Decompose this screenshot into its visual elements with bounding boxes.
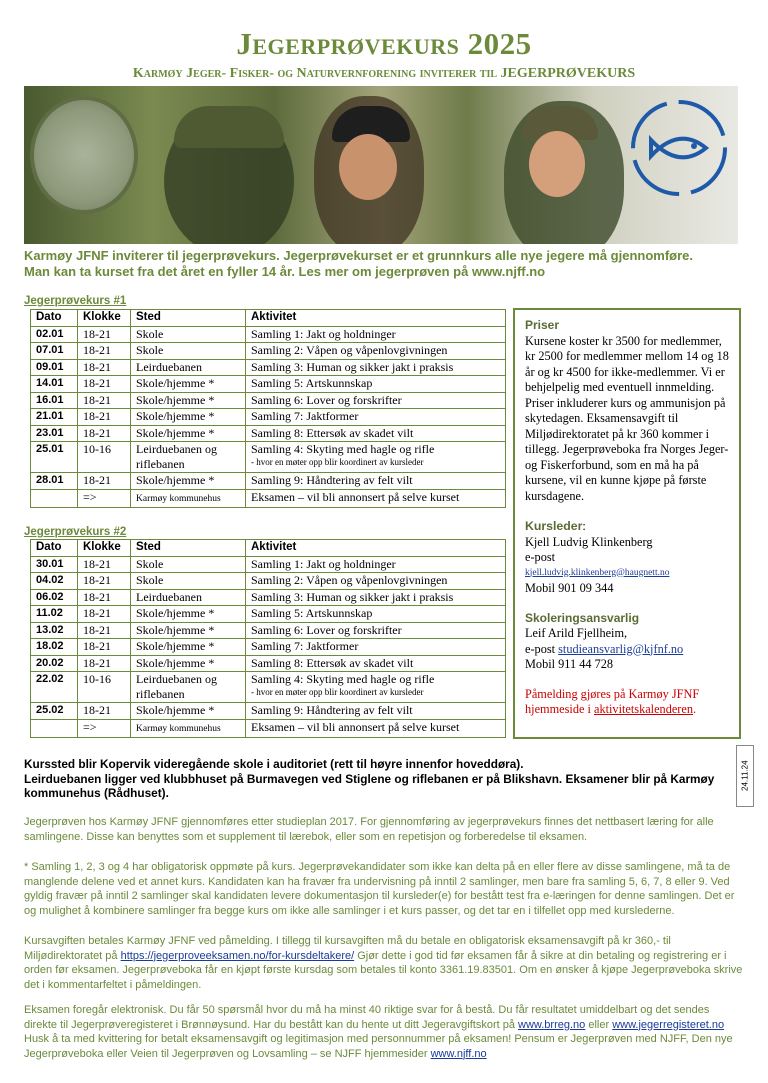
pamelding-text [525, 687, 729, 718]
header-dato: Dato [31, 540, 78, 557]
location-line-1: Kurssted blir Kopervik videregående skole i auditoriet (rett til høyre innenfor hoveddøra). [24, 757, 524, 771]
paragraph-kursavgift [24, 934, 744, 992]
kursleder-name: Kjell Ludvig Klinkenberg [525, 534, 653, 549]
brreg-link[interactable]: www.brreg.no [518, 1018, 586, 1031]
header-dato: Dato [31, 310, 78, 327]
cell-klokke: 18-21 [78, 622, 131, 639]
table-row [31, 442, 506, 473]
intro-line-2: Man kan ta kurset fra det året en fyller 14 år. Les mer om jegerprøven på www.njff.no [24, 264, 546, 279]
cell-dato: 06.02 [31, 589, 78, 606]
cell-aktivitet: Samling 5: Artskunnskap [246, 606, 506, 623]
cell-sted [131, 719, 246, 737]
table-row [31, 392, 506, 409]
sted-line-2: riflebanen [136, 457, 185, 471]
cell-sted: Skole [131, 343, 246, 360]
table-row [31, 425, 506, 442]
table-row [31, 556, 506, 573]
course-1-table [30, 309, 506, 508]
cell-sted: Skole [131, 573, 246, 590]
skole-name: Leif Arild Fjellheim, [525, 626, 628, 640]
cell-dato: 13.02 [31, 622, 78, 639]
cell-aktivitet [246, 442, 506, 473]
cell-sted: Skole/hjemme * [131, 473, 246, 490]
cell-dato: 20.02 [31, 655, 78, 672]
exam-location: Karmøy kommunehus [136, 493, 221, 504]
cell-dato: 04.02 [31, 573, 78, 590]
kursleder-email-link[interactable]: kjell.ludvig.klinkenberg@haugnett.no [525, 567, 670, 578]
cell-klokke: 18-21 [78, 376, 131, 393]
cell-klokke: 18-21 [78, 556, 131, 573]
cell-sted: Skole/hjemme * [131, 392, 246, 409]
cell-klokke: => [78, 489, 131, 507]
club-seal-logo [30, 96, 138, 214]
table-row [31, 409, 506, 426]
cell-aktivitet: Samling 5: Artskunnskap [246, 376, 506, 393]
aktivitetskalender-link[interactable]: aktivitetskalenderen [593, 702, 694, 716]
table-row-exam [31, 719, 506, 737]
aktivitet-note: - hvor en møter opp blir koordinert av kursleder [251, 457, 424, 467]
pamelding-end: . [693, 702, 697, 716]
table-header-row [31, 310, 506, 327]
cell-sted: Skole/hjemme * [131, 606, 246, 623]
aktivitet-text: Samling 4: Skyting med hagle og rifle [251, 442, 435, 456]
cell-aktivitet: Samling 6: Lover og forskrifter [246, 392, 506, 409]
cell-sted: Skole/hjemme * [131, 622, 246, 639]
cell-sted: Leirduebanen [131, 359, 246, 376]
cell-aktivitet: Samling 2: Våpen og våpenlovgivningen [246, 573, 506, 590]
skoleringsansvarlig-heading: Skoleringsansvarlig [525, 610, 640, 625]
intro-text [24, 248, 744, 280]
table-row [31, 376, 506, 393]
cell-klokke: 18-21 [78, 639, 131, 656]
header-sted: Sted [131, 540, 246, 557]
table-row [31, 359, 506, 376]
table-row [31, 573, 506, 590]
location-line-2: Leirduebanen ligger ved klubbhuset på Burmavegen ved Stiglene og riflebanen er på Blikshavn. Eksamener blir på Karmøy kommunehus (Rådhuset). [24, 771, 715, 800]
cell-sted [131, 489, 246, 507]
sted-line-2: riflebanen [136, 687, 185, 701]
cell-dato: 25.02 [31, 703, 78, 720]
jegerproveeksamen-link[interactable]: https://jegerproveeksamen.no/for-kursdeltakere/ [120, 949, 355, 962]
table-row-exam [31, 489, 506, 507]
cell-dato: 25.01 [31, 442, 78, 473]
intro-line-1: Karmøy JFNF inviterer til jegerprøvekurs. Jegerprøvekurset er et grunnkurs alle nye jegere må gjennomføre. [24, 248, 694, 263]
cell-sted: Skole/hjemme * [131, 409, 246, 426]
cell-dato: 14.01 [31, 376, 78, 393]
cell-aktivitet: Eksamen – vil bli annonsert på selve kurset [246, 719, 506, 737]
cell-klokke: 10-16 [78, 672, 131, 703]
cell-klokke: 18-21 [78, 655, 131, 672]
table-row [31, 589, 506, 606]
cell-aktivitet: Samling 9: Håndtering av felt vilt [246, 703, 506, 720]
cell-klokke: 18-21 [78, 343, 131, 360]
cell-sted: Skole/hjemme * [131, 376, 246, 393]
location-info [24, 757, 734, 801]
table-row [31, 639, 506, 656]
cell-dato: 07.01 [31, 343, 78, 360]
kursavgift-text-1: Kursavgiften betales Karmøy JFNF ved påmelding. I tillegg til kursavgiften må du betale en obligatorisk eksamensavgift på kr 360,- til Miljødirektoratet på [24, 935, 671, 962]
table-row [31, 326, 506, 343]
page-subtitle: Karmøy Jeger- Fisker- og Naturvernforening inviterer til JEGERPRØVEKURS [132, 66, 636, 81]
aktivitet-text: Samling 4: Skyting med hagle og rifle [251, 672, 435, 686]
cell-sted [131, 672, 246, 703]
cell-aktivitet: Samling 3: Human og sikker jakt i praksis [246, 359, 506, 376]
cell-sted: Skole/hjemme * [131, 639, 246, 656]
paragraph-studieplan: Jegerprøven hos Karmøy JFNF gjennomføres etter studieplan 2017. For gjennomføring av jegerprøvekurs finnes det nettbasert læring for alle samlingene. Disse kan benyttes som et supplement til lærebok, eller som en repetisjon og forberedelse til eksamen. [24, 816, 714, 843]
table-row [31, 672, 506, 703]
eksamen-text-3: Husk å ta med kvittering for betalt eksamensavgift og legitimasjon med personnummer på eksamen! Pensum er Jegerprøven med NJFF, Den nye Jegerprøveboka eller Veien til Jegerprøven og Lovsamling – se NJFF hjemmesider [24, 1033, 733, 1060]
paragraph-obligatorisk: * Samling 1, 2, 3 og 4 har obligatorisk oppmøte på kurs. Jegerprøvekandidater som ikke kan delta på en eller flere av disse samlingene, må ta de manglende delene ved et annet kurs. Kandidaten kan ha fravær fra undervisning på inntil 2 samlinger, men bare fra samling 5, 6, 7, 8 eller 9. Ved gyldig fravær på inntil 2 samlinger skal kandidaten levere dokumentasjon til kursleder(e) for bestått test fra e-læringen for denne samlingen. Det er og mulighet å kombinere samlinger fra begge kurs om ikke alle samlinger i et kurs passer, og det tar en i tilfellet opp med kurslederne. [24, 861, 735, 917]
skole-email-link[interactable]: studieansvarlig@kjfnf.no [558, 641, 684, 656]
cell-aktivitet: Samling 7: Jaktformer [246, 639, 506, 656]
course-2-label: Jegerprøvekurs #2 [24, 526, 127, 538]
cell-dato: 09.01 [31, 359, 78, 376]
njff-link[interactable]: www.njff.no [430, 1047, 487, 1060]
pamelding-label: Påmelding gjøres på Karmøy JFNF hjemmeside i [525, 686, 700, 716]
eksamen-text-1: Eksamen foregår elektronisk. Du får 50 spørsmål hvor du må ha minst 40 riktige svar for å bestå. Du får resultatet umiddelbart og det sendes direkte til Jegerprøveregisteret i Brønnøysund. Har du bestått kan du hente ut ditt Jegeravgiftskort på [24, 1004, 710, 1031]
cell-klokke: 18-21 [78, 326, 131, 343]
header-klokke: Klokke [78, 540, 131, 557]
cell-aktivitet: Eksamen – vil bli annonsert på selve kurset [246, 489, 506, 507]
cell-dato: 18.02 [31, 639, 78, 656]
cell-klokke: 18-21 [78, 589, 131, 606]
header-aktivitet: Aktivitet [246, 310, 506, 327]
cell-sted: Skole [131, 326, 246, 343]
table-header-row [31, 540, 506, 557]
cell-aktivitet: Samling 2: Våpen og våpenlovgivningen [246, 343, 506, 360]
kursleder-epost-label: e-post [525, 550, 556, 564]
cell-aktivitet: Samling 7: Jaktformer [246, 409, 506, 426]
cell-aktivitet: Samling 1: Jakt og holdninger [246, 326, 506, 343]
cell-aktivitet: Samling 8: Ettersøk av skadet vilt [246, 655, 506, 672]
priser-heading: Priser [525, 318, 560, 332]
cell-klokke: 18-21 [78, 573, 131, 590]
cell-klokke: 18-21 [78, 473, 131, 490]
cell-aktivitet: Samling 3: Human og sikker jakt i praksis [246, 589, 506, 606]
header-aktivitet: Aktivitet [246, 540, 506, 557]
cell-aktivitet: Samling 9: Håndtering av felt vilt [246, 473, 506, 490]
cell-sted: Skole [131, 556, 246, 573]
banner-photo [24, 86, 738, 244]
header-klokke: Klokke [78, 310, 131, 327]
priser-text: Kursene koster kr 3500 for medlemmer, kr 2500 for medlemmer mellom 14 og 18 år og kr 4500 for ikke-medlemmer. Vi er behjelpelig med eventuell innmelding. Priser inkluderer kurs og ammunisjon på skytedagen. Eksamensavgift til Miljødirektoratet på kr 360 kommer i tillegg. Jegerprøveboka fra Norges Jeger- og Fiskerforbund, som en må ha på kursene, vil en kunne kjøpe på første kursdagene. [525, 333, 729, 503]
table-row [31, 343, 506, 360]
cell-sted: Skole/hjemme * [131, 425, 246, 442]
cell-aktivitet [246, 672, 506, 703]
kursleder-heading: Kursleder [525, 519, 583, 533]
table-row [31, 606, 506, 623]
cell-dato: 23.01 [31, 425, 78, 442]
kursavgift-text-2: Gjør dette i god tid før eksamen får å sikre at din betaling og registrering er i orden før eksamen. Jegerprøveboka får en kjøpt første kursdag som betales til konto 3361.19.83501. Om en ønsker å kjøpe Jegerprøveboka skrive det i kommentarfeltet i påmeldingen. [24, 949, 743, 991]
cell-sted [131, 442, 246, 473]
exam-location: Karmøy kommunehus [136, 723, 221, 734]
course-1-label: Jegerprøvekurs #1 [24, 295, 127, 307]
kursleder-phone: Mobil 901 09 344 [525, 581, 614, 595]
jegerregisteret-link[interactable]: www.jegerregisteret.no [612, 1018, 725, 1031]
cell-dato: 11.02 [31, 606, 78, 623]
table-row [31, 622, 506, 639]
cell-klokke: 18-21 [78, 703, 131, 720]
table-row [31, 473, 506, 490]
cell-aktivitet: Samling 6: Lover og forskrifter [246, 622, 506, 639]
sted-line-1: Leirduebanen og [136, 672, 217, 686]
skole-epost-label: e-post [525, 641, 559, 656]
cell-aktivitet: Samling 8: Ettersøk av skadet vilt [246, 425, 506, 442]
cell-klokke: 18-21 [78, 392, 131, 409]
cell-dato [31, 489, 78, 507]
cell-dato: 30.01 [31, 556, 78, 573]
cell-klokke: 18-21 [78, 425, 131, 442]
header-sted: Sted [131, 310, 246, 327]
table-row [31, 655, 506, 672]
skole-phone: Mobil 911 44 728 [525, 657, 614, 671]
date-stamp: 24.11.24 [736, 745, 754, 807]
cell-dato: 21.01 [31, 409, 78, 426]
kursleder-colon: : [582, 519, 586, 533]
page-title: Jegerprøvekurs 2025 [236, 26, 532, 61]
cell-sted: Skole/hjemme * [131, 703, 246, 720]
cell-dato: 28.01 [31, 473, 78, 490]
cell-klokke: => [78, 719, 131, 737]
cell-dato [31, 719, 78, 737]
cell-klokke: 18-21 [78, 409, 131, 426]
sted-line-1: Leirduebanen og [136, 442, 217, 456]
cell-aktivitet: Samling 1: Jakt og holdninger [246, 556, 506, 573]
cell-klokke: 10-16 [78, 442, 131, 473]
paragraph-eksamen [24, 1003, 744, 1061]
course-2-table [30, 539, 506, 738]
table-row [31, 703, 506, 720]
info-sidebox [513, 308, 741, 739]
cell-dato: 22.02 [31, 672, 78, 703]
cell-sted: Leirduebanen [131, 589, 246, 606]
cell-dato: 16.01 [31, 392, 78, 409]
eksamen-text-2: eller [585, 1018, 613, 1031]
cell-klokke: 18-21 [78, 606, 131, 623]
fish-logo-icon [626, 96, 732, 200]
cell-sted: Skole/hjemme * [131, 655, 246, 672]
cell-klokke: 18-21 [78, 359, 131, 376]
aktivitet-note: - hvor en møter opp blir koordinert av kursleder [251, 687, 424, 697]
cell-dato: 02.01 [31, 326, 78, 343]
